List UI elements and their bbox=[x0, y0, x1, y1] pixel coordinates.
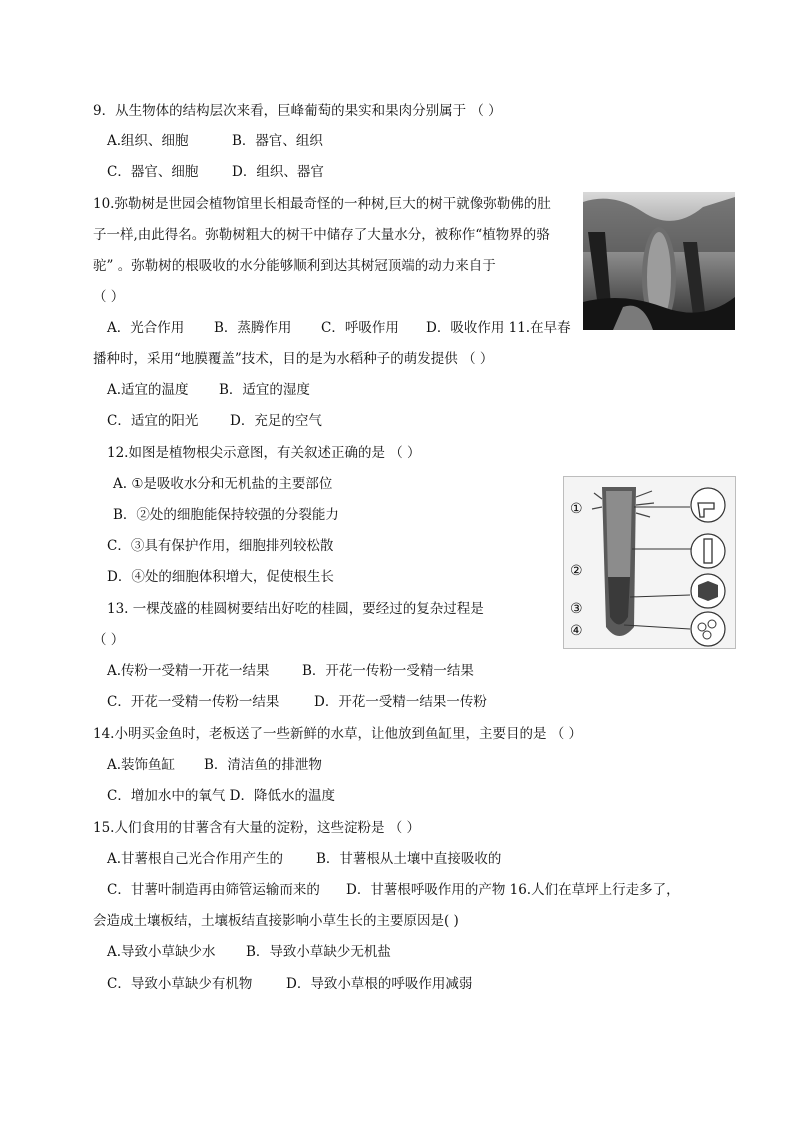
q9-stem: 9．从生物体的结构层次来看，巨峰葡萄的果实和果肉分别属于 （ ） bbox=[93, 103, 502, 119]
q10-line-3: 驼” 。弥勒树的根吸收的水分能够顺利到达其树冠顶端的动力来自于 bbox=[93, 258, 496, 274]
root-label-4: ④ bbox=[570, 623, 583, 639]
q15-option-d-and-q16-start: D．甘薯根呼吸作用的产物 16.人们在草坪上行走多了， bbox=[346, 882, 680, 898]
q10-line-2: 子一样,由此得名。弥勒树粗大的树干中储存了大量水分，被称作“植物界的骆 bbox=[93, 227, 550, 243]
q12-option-a: A. ①是吸收水分和无机盐的主要部位 bbox=[113, 476, 333, 492]
q14-option-c-d: C．增加水中的氧气 D．降低水的温度 bbox=[107, 788, 335, 804]
q11-line-2: 播种时，采用“地膜覆盖”技术，目的是为水稻种子的萌发提供 （ ） bbox=[93, 351, 494, 367]
q13-option-c: C．开花一受精一传粉一结果 bbox=[107, 694, 280, 710]
q12-option-d: D．④处的细胞体积增大，促使根生长 bbox=[107, 569, 334, 585]
root-tip-icon bbox=[564, 477, 735, 648]
q15-option-a: A.甘薯根自己光合作用产生的 bbox=[107, 851, 284, 867]
q12-stem: 12.如图是植物根尖示意图，有关叙述正确的是 （ ） bbox=[107, 445, 421, 461]
root-label-2: ② bbox=[570, 563, 583, 579]
q15-option-c: C．甘薯叶制造再由筛管运输而来的 bbox=[107, 882, 320, 898]
q11-option-c: C．适宜的阳光 bbox=[107, 413, 199, 429]
q13-option-b: B．开花一传粉一受精一结果 bbox=[302, 663, 474, 679]
q16-line-2: 会造成土壤板结，土壤板结直接影响小草生长的主要原因是( ) bbox=[93, 913, 459, 929]
q15-option-b: B．甘薯根从土壤中直接吸收的 bbox=[316, 851, 502, 867]
q11-option-a: A.适宜的温度 bbox=[107, 382, 189, 398]
q12-option-b: B．②处的细胞能保持较强的分裂能力 bbox=[113, 507, 339, 523]
q9-option-c: C．器官、细胞 bbox=[107, 164, 199, 180]
root-label-3: ③ bbox=[570, 601, 583, 617]
maitreya-tree-photo bbox=[583, 192, 735, 330]
q13-line-2: （ ） bbox=[93, 632, 125, 648]
q14-option-a: A.装饰鱼缸 bbox=[107, 757, 176, 773]
q10-option-d-and-q11-start: D．吸收作用 11.在早春 bbox=[426, 320, 571, 336]
q10-line-4: （ ） bbox=[93, 289, 125, 305]
q16-option-c: C．导致小草缺少有机物 bbox=[107, 976, 253, 992]
q13-line-1: 13. 一棵茂盛的桂圆树要结出好吃的桂圆，要经过的复杂过程是 bbox=[107, 601, 484, 617]
q11-option-b: B．适宜的湿度 bbox=[219, 382, 310, 398]
q10-option-a: A．光合作用 bbox=[107, 320, 185, 336]
q9-option-d: D．组织、器官 bbox=[232, 164, 324, 180]
q14-option-b: B．清洁鱼的排泄物 bbox=[204, 757, 322, 773]
q9-option-a: A.组织、细胞 bbox=[107, 133, 189, 149]
q10-line-1: 10.弥勒树是世园会植物馆里长相最奇怪的一种树,巨大的树干就像弥勒佛的肚 bbox=[93, 196, 551, 212]
q11-option-d: D．充足的空气 bbox=[230, 413, 322, 429]
q10-option-b: B．蒸腾作用 bbox=[214, 320, 292, 336]
q16-option-d: D．导致小草根的呼吸作用减弱 bbox=[286, 976, 473, 992]
q14-stem: 14.小明买金鱼时，老板送了一些新鲜的水草，让他放到鱼缸里，主要目的是 （ ） bbox=[93, 726, 583, 742]
q9-option-b: B．器官、组织 bbox=[232, 133, 323, 149]
q13-option-d: D．开花一受精一结果一传粉 bbox=[314, 694, 487, 710]
q12-option-c: C．③具有保护作用，细胞排列较松散 bbox=[107, 538, 334, 554]
q16-option-b: B．导致小草缺少无机盐 bbox=[246, 944, 391, 960]
q10-option-c: C．呼吸作用 bbox=[321, 320, 399, 336]
q15-stem: 15.人们食用的甘薯含有大量的淀粉，这些淀粉是 （ ） bbox=[93, 820, 421, 836]
root-tip-diagram bbox=[563, 476, 736, 649]
q13-option-a: A.传粉一受精一开花一结果 bbox=[107, 663, 270, 679]
root-label-1: ① bbox=[570, 501, 583, 517]
tree-photo-icon bbox=[583, 192, 735, 330]
q16-option-a: A.导致小草缺少水 bbox=[107, 944, 216, 960]
